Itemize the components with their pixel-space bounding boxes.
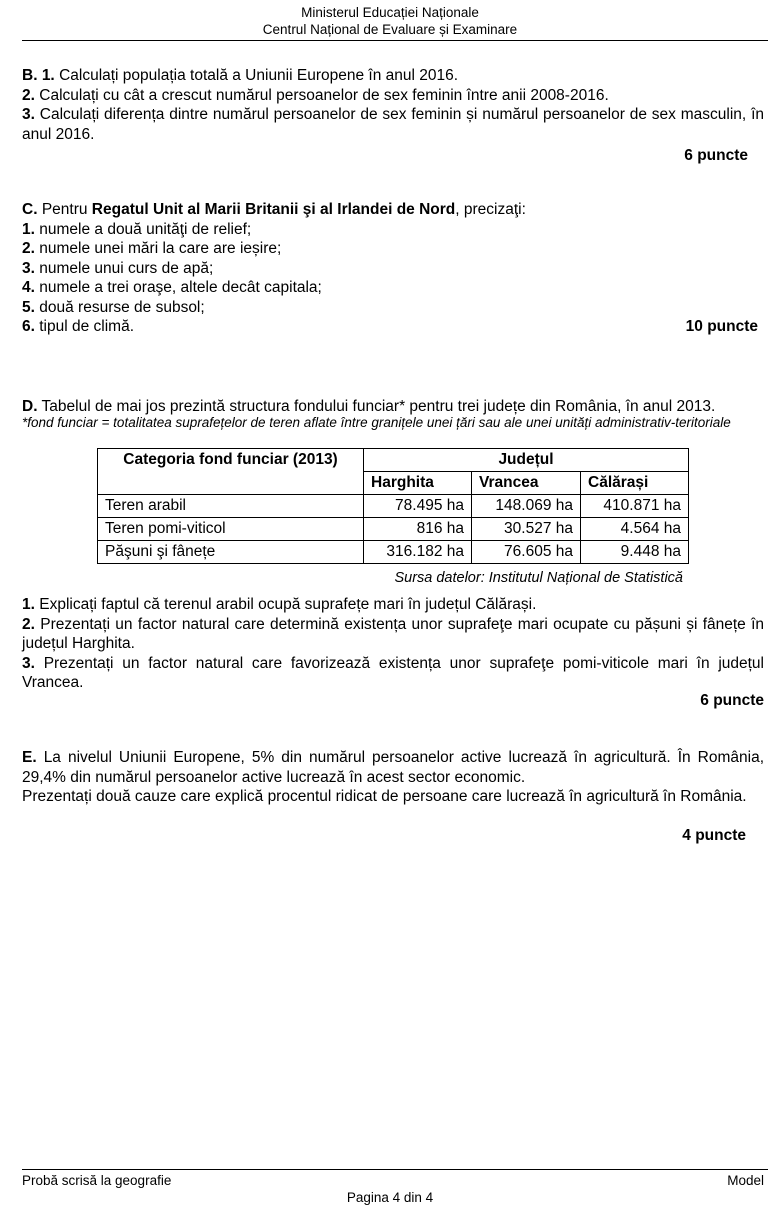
section-c-intro: C. Pentru Regatul Unit al Marii Britanii şi al Irlandei de Nord, precizaţi: [22,201,526,218]
section-b-item-1: B. 1. Calculați populația totală a Uniunii Europene în anul 2016. [22,67,459,84]
section-c-item-6: 6. tipul de climă. 10 puncte [22,318,758,335]
section-c-item-1: 1. numele a două unităţi de relief; [22,220,252,238]
section-b-item-2: 2. Calculați cu cât a crescut numărul persoanelor de sex feminin între anii 2008-2016. [22,86,609,104]
table-cell: 76.605 ha [472,541,581,564]
section-e-points: 4 puncte [682,827,746,844]
row-label: Teren arabil [98,495,364,518]
section-c-item-4: 4. numele a trei oraşe, altele decât capitala; [22,279,322,296]
page-number: Pagina 4 din 4 [346,1190,434,1205]
section-e-text-1: E. La nivelul Uniunii Europene, 5% din numărul persoanelor active lucrează în agricultură. În România, 29,4% din numărul persoanelor active lucrează în acest sector economic. [22,749,764,786]
data-source: Sursa datelor: Institutul Național de Statistică [394,570,683,586]
page-header [0,4,780,38]
section-d-item-2: 2. Prezentați un factor natural care determină existența unor suprafeţe mari ocupate cu pășuni și fânețe în județul Harghita. [22,615,764,652]
footer-divider [22,1169,768,1170]
table-row [98,518,689,541]
section-b-letter: B. [22,67,38,84]
table-cell: 410.871 ha [581,495,689,518]
header-divider [22,40,768,41]
section-d-item-1: 1. Explicați faptul că terenul arabil ocupă suprafețe mari în județul Călărași. [22,596,537,613]
column-header: Călărași [581,472,689,495]
table-cell: 148.069 ha [472,495,581,518]
fond-funciar-note: *fond funciar = totalitatea suprafețelor de teren aflate între granițele unei țări sau ale unei unități administrativ-teritoriale [22,415,731,430]
table-cell: 9.448 ha [581,541,689,564]
section-c-item-5: 5. două resurse de subsol; [22,298,205,316]
section-d-item-3: 3. Prezentați un factor natural care favorizează existența unor suprafeţe pomi-viticole mari în județul Vrancea. [22,654,764,691]
footer-subject: Probă scrisă la geografie [22,1173,172,1188]
column-header: Vrancea [472,472,581,495]
ministry-name: Ministerul Educației Naționale [301,5,479,20]
section-d-intro: D. Tabelul de mai jos prezintă structura fondului funciar* pentru trei județe din România, în anul 2013. [22,398,716,415]
table-cell: 30.527 ha [472,518,581,541]
section-c-item-2: 2. numele unei mări la care are ieșire; [22,240,282,257]
table-header-row [98,449,689,472]
table-row [98,495,689,518]
section-c-item-3: 3. numele unui curs de apă; [22,259,214,277]
category-header: Categoria fond funciar (2013) [98,449,364,495]
table-row [98,541,689,564]
section-d-questions [22,595,764,693]
row-label: Păşuni şi fânețe [98,541,364,564]
section-b-points: 6 puncte [684,147,748,164]
table-cell: 316.182 ha [364,541,472,564]
section-b [22,66,764,144]
section-c-points: 10 puncte [685,318,758,335]
table-cell: 4.564 ha [581,518,689,541]
table-cell: 78.495 ha [364,495,472,518]
column-header: Harghita [364,472,472,495]
row-label: Teren pomi-viticol [98,518,364,541]
section-d-points: 6 puncte [700,692,764,709]
center-name: Centrul Național de Evaluare și Examinare [262,22,518,37]
land-fund-table [97,448,689,564]
section-b-item-3: 3. Calculați diferența dintre numărul persoanelor de sex feminin și numărul persoanelor de sex masculin, în anul 2016. [22,106,764,143]
section-e-text-2: Prezentați două cauze care explică procentul ridicat de persoane care lucrează în agricultură în România. [22,788,747,805]
footer-model: Model [727,1173,764,1188]
section-c [22,200,764,337]
table-cell: 816 ha [364,518,472,541]
county-group-header: Județul [364,449,689,472]
section-e [22,748,764,807]
